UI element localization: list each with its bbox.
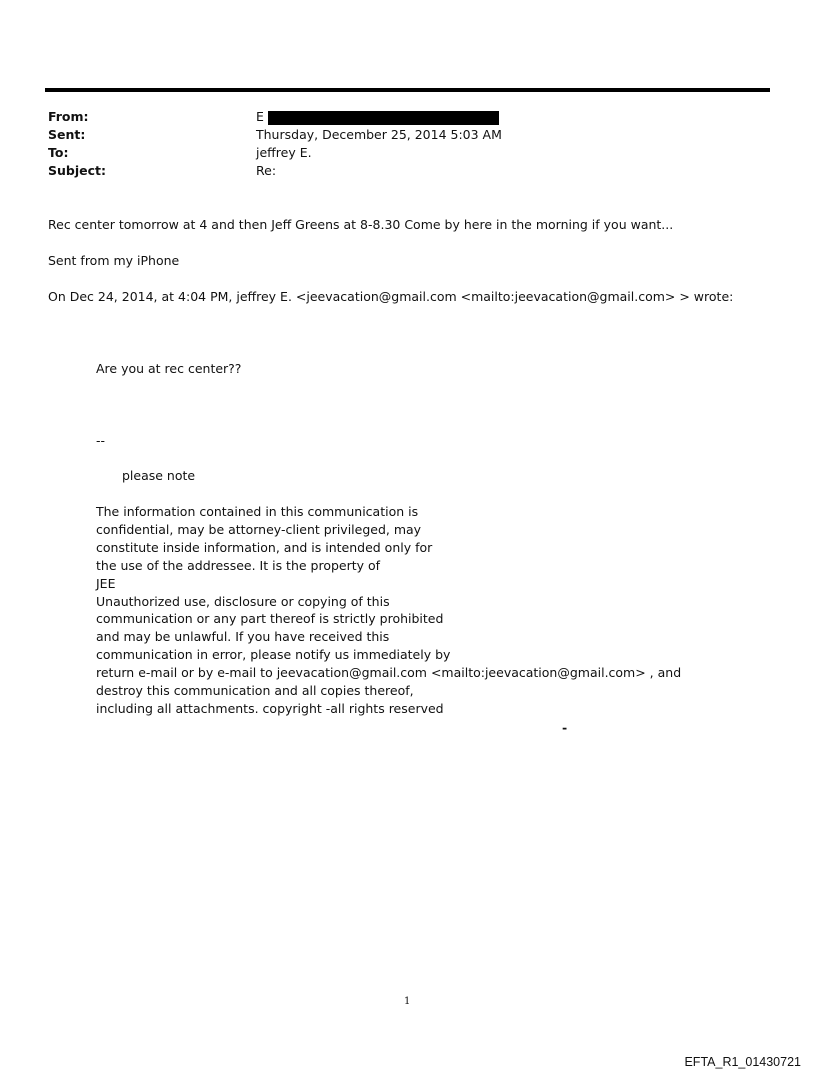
notice-line: confidential, may be attorney-client privileged, may xyxy=(96,521,422,537)
notice-line: including all attachments. copyright -all rights reserved xyxy=(96,700,444,716)
please-note: please note xyxy=(122,468,196,483)
to-label: To: xyxy=(48,145,69,160)
message-line-1: Rec center tomorrow at 4 and then Jeff Greens at 8-8.30 Come by here in the morning if you want... xyxy=(48,217,674,232)
subject-label: Subject: xyxy=(48,163,106,178)
sent-label: Sent: xyxy=(48,127,86,142)
notice-line: return e-mail or by e-mail to jeevacation@gmail.com <mailto:jeevacation@gmail.com> , and xyxy=(96,665,682,681)
from-value: E xyxy=(256,109,264,124)
subject-value: Re: xyxy=(256,163,277,178)
notice-line: communication in error, please notify us immediately by xyxy=(96,647,451,663)
notice-line: JEE xyxy=(96,575,116,591)
redaction-box xyxy=(268,111,499,125)
notice-line: destroy this communication and all copies thereof, xyxy=(96,683,414,699)
notice-line: the use of the addressee. It is the property of xyxy=(96,557,381,573)
confidentiality-notice xyxy=(96,503,681,718)
from-label: From: xyxy=(48,109,89,124)
document-id: EFTA_R1_01430721 xyxy=(684,1055,801,1069)
quote-attribution: On Dec 24, 2014, at 4:04 PM, jeffrey E. <jeevacation@gmail.com <mailto:jeevacation@gmail.com> > wrote: xyxy=(48,289,734,304)
stray-mark: - xyxy=(562,720,568,735)
header-rule xyxy=(45,88,770,92)
sent-value: Thursday, December 25, 2014 5:03 AM xyxy=(256,127,502,142)
notice-line: constitute inside information, and is intended only for xyxy=(96,539,433,555)
notice-line: communication or any part thereof is strictly prohibited xyxy=(96,611,444,627)
signature-separator: -- xyxy=(96,433,106,448)
page-number: 1 xyxy=(404,996,411,1007)
notice-line: Unauthorized use, disclosure or copying of this xyxy=(96,593,390,609)
quoted-message: Are you at rec center?? xyxy=(96,361,242,376)
message-signature: Sent from my iPhone xyxy=(48,253,180,268)
notice-line: and may be unlawful. If you have received this xyxy=(96,629,390,645)
to-value: jeffrey E. xyxy=(256,145,312,160)
notice-line: The information contained in this communication is xyxy=(96,504,419,519)
